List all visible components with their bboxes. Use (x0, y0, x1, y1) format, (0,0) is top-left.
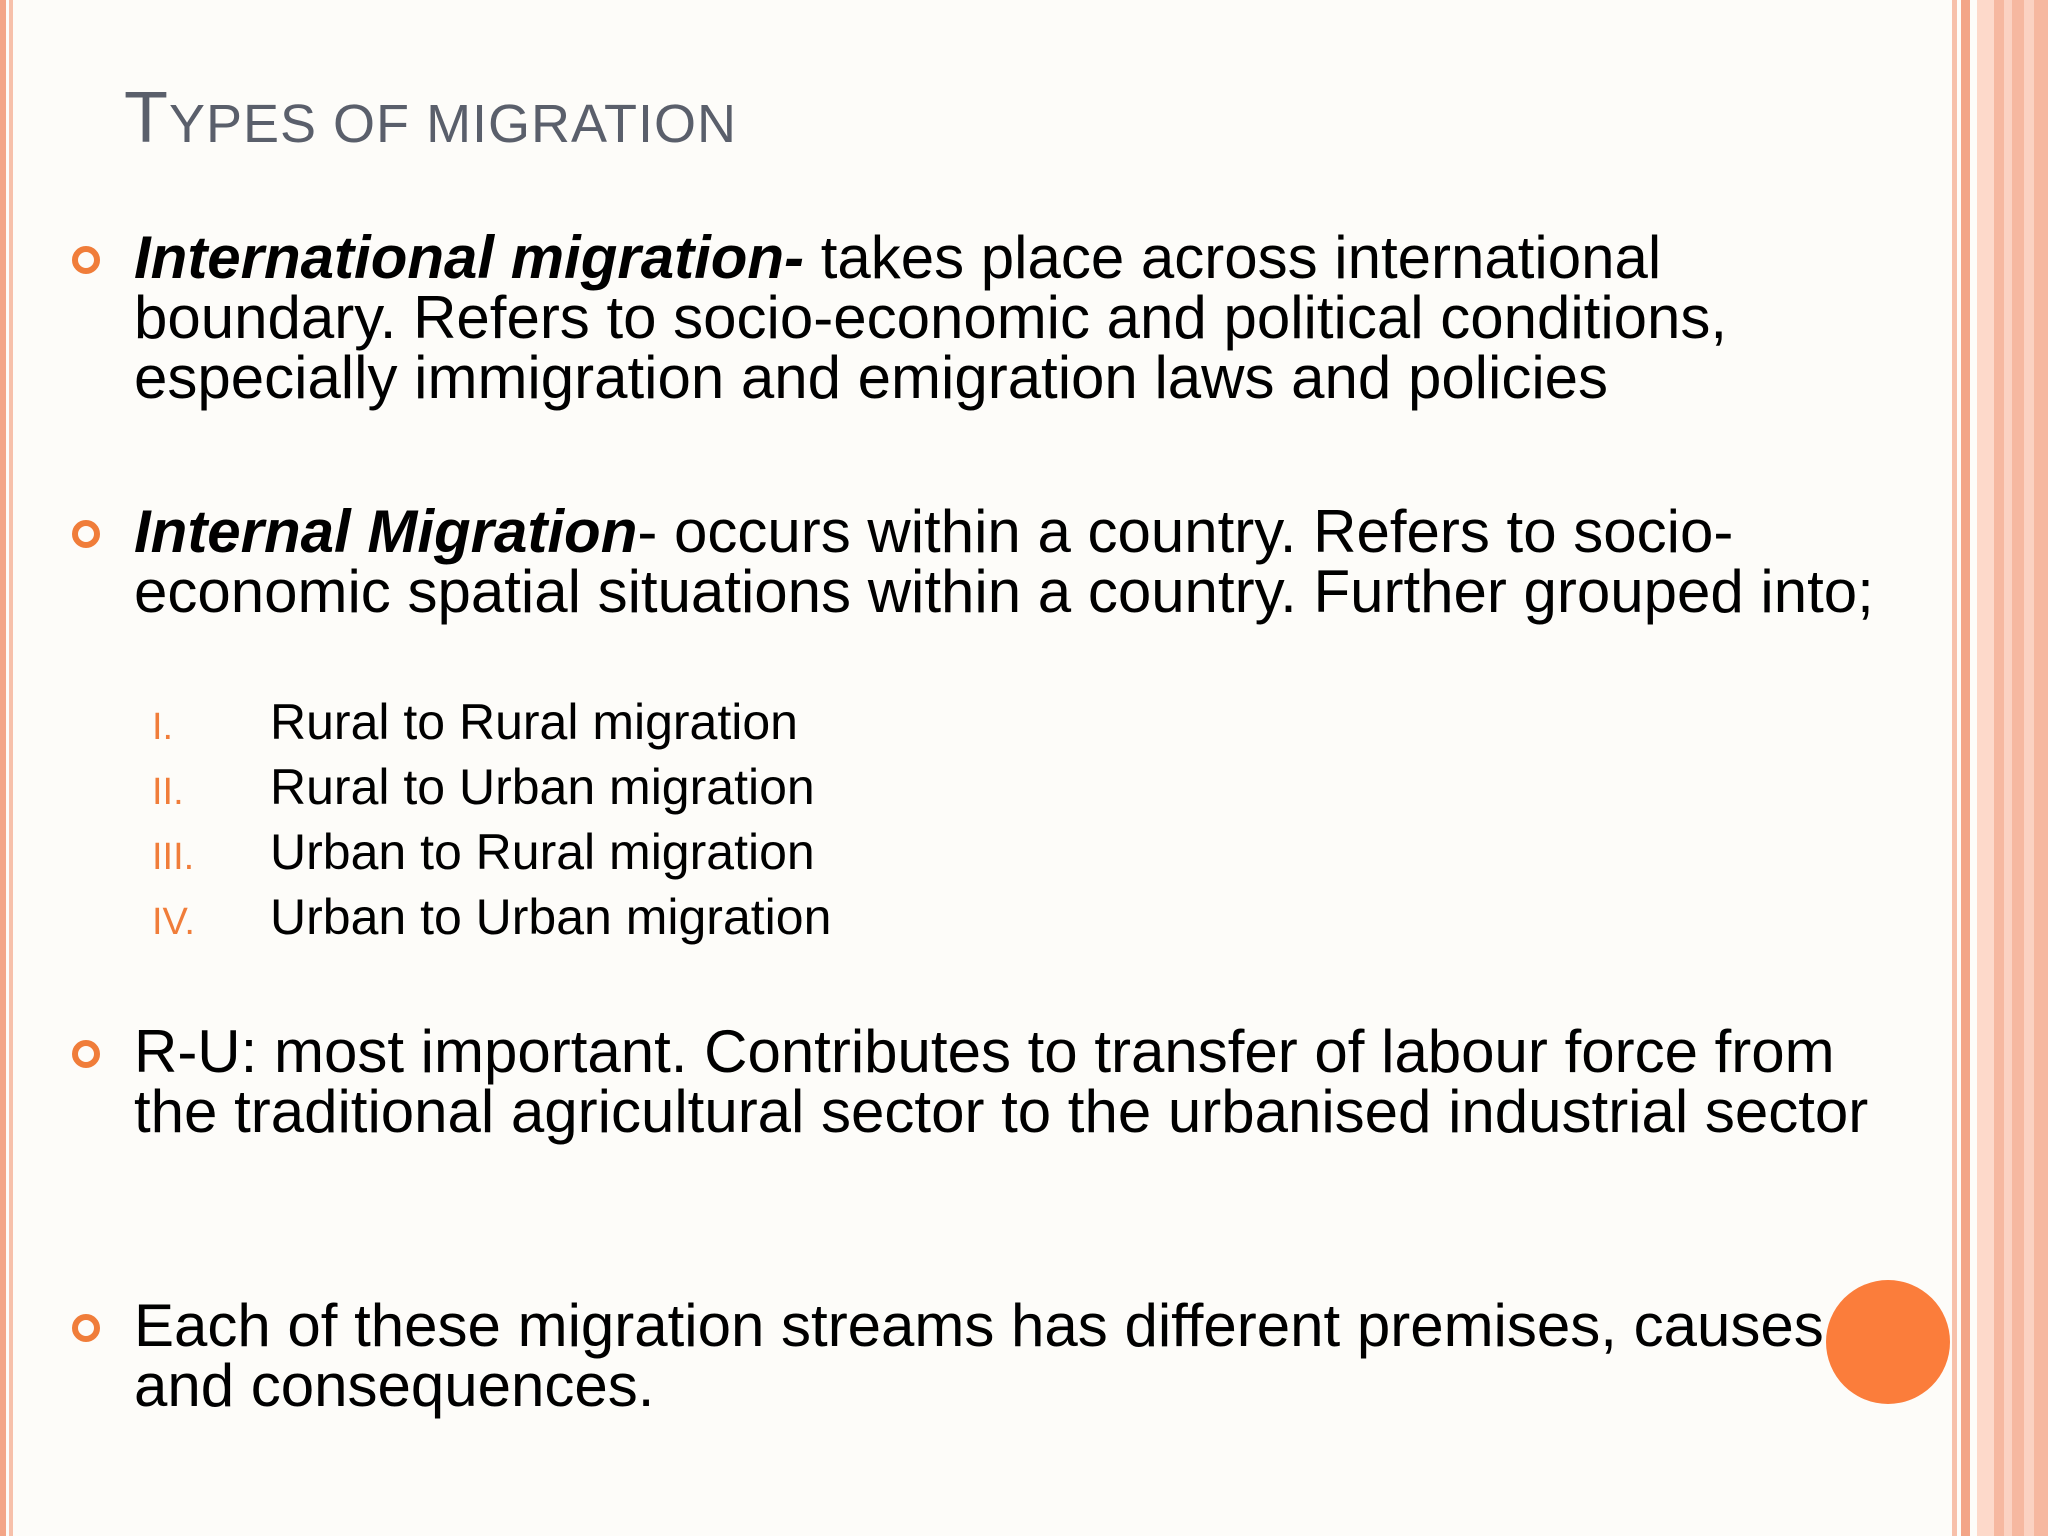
bullet-text (134, 1018, 1924, 1145)
bullet-body: - occurs within a country. Refers to socio-economic spatial situations within a country. Further grouped into; (134, 498, 1874, 625)
list-numeral: IV. (152, 901, 195, 943)
right-border-stripe (1961, 0, 1970, 1536)
list-numeral: II. (152, 771, 184, 813)
title-initial-2: M (426, 94, 473, 154)
bullet-body: takes place across international boundary. Refers to socio-economic and political conditions, especially immigration and emigration laws and policies (134, 224, 1728, 411)
bullet-ring-icon (72, 1040, 100, 1068)
laser-pointer-indicator (1826, 1280, 1950, 1404)
list-item-text: Rural to Rural migration (270, 694, 798, 750)
list-numeral: I. (152, 706, 174, 748)
left-border-stripe-inner (9, 0, 13, 1536)
bullet-international-migration (134, 224, 1924, 411)
title-initial-1: T (124, 78, 169, 158)
bullet-term: International migration- (134, 224, 805, 291)
list-item (152, 690, 831, 755)
bullet-text (134, 224, 1924, 411)
bullet-ring-icon (72, 520, 100, 548)
bullet-text (134, 1292, 1924, 1419)
bullet-term: Internal Migration (134, 498, 638, 565)
bullet-body: R-U: most important. Contributes to transfer of labour force from the traditional agricultural sector to the urbanised industrial sector (134, 1018, 1869, 1145)
list-item-text: Urban to Urban migration (270, 889, 832, 945)
bullet-ring-icon (72, 1314, 100, 1342)
right-border-stripe-thin (1952, 0, 1957, 1536)
list-item-text: Urban to Rural migration (270, 824, 815, 880)
right-border-band-highlight (2004, 0, 2012, 1536)
list-item (152, 885, 831, 950)
right-border-band (1994, 0, 2048, 1536)
bullet-body: Each of these migration streams has different premises, causes and consequences. (134, 1292, 1824, 1419)
bullet-rural-urban (134, 1018, 1924, 1145)
right-border-band-highlight-2 (2024, 0, 2034, 1536)
right-border-band-light (1977, 0, 1994, 1536)
bullet-migration-streams (134, 1292, 1924, 1419)
title-rest-1: YPES OF (168, 94, 427, 154)
bullet-text (134, 498, 1924, 625)
bullet-ring-icon (72, 246, 100, 274)
slide-title (124, 78, 738, 158)
migration-type-list (152, 690, 831, 950)
list-item-text: Rural to Urban migration (270, 759, 815, 815)
left-border-stripe (0, 0, 6, 1536)
list-numeral: III. (152, 836, 195, 878)
bullet-internal-migration (134, 498, 1924, 625)
list-item (152, 820, 831, 885)
title-rest-2: IGRATION (472, 94, 738, 154)
list-item (152, 755, 831, 820)
